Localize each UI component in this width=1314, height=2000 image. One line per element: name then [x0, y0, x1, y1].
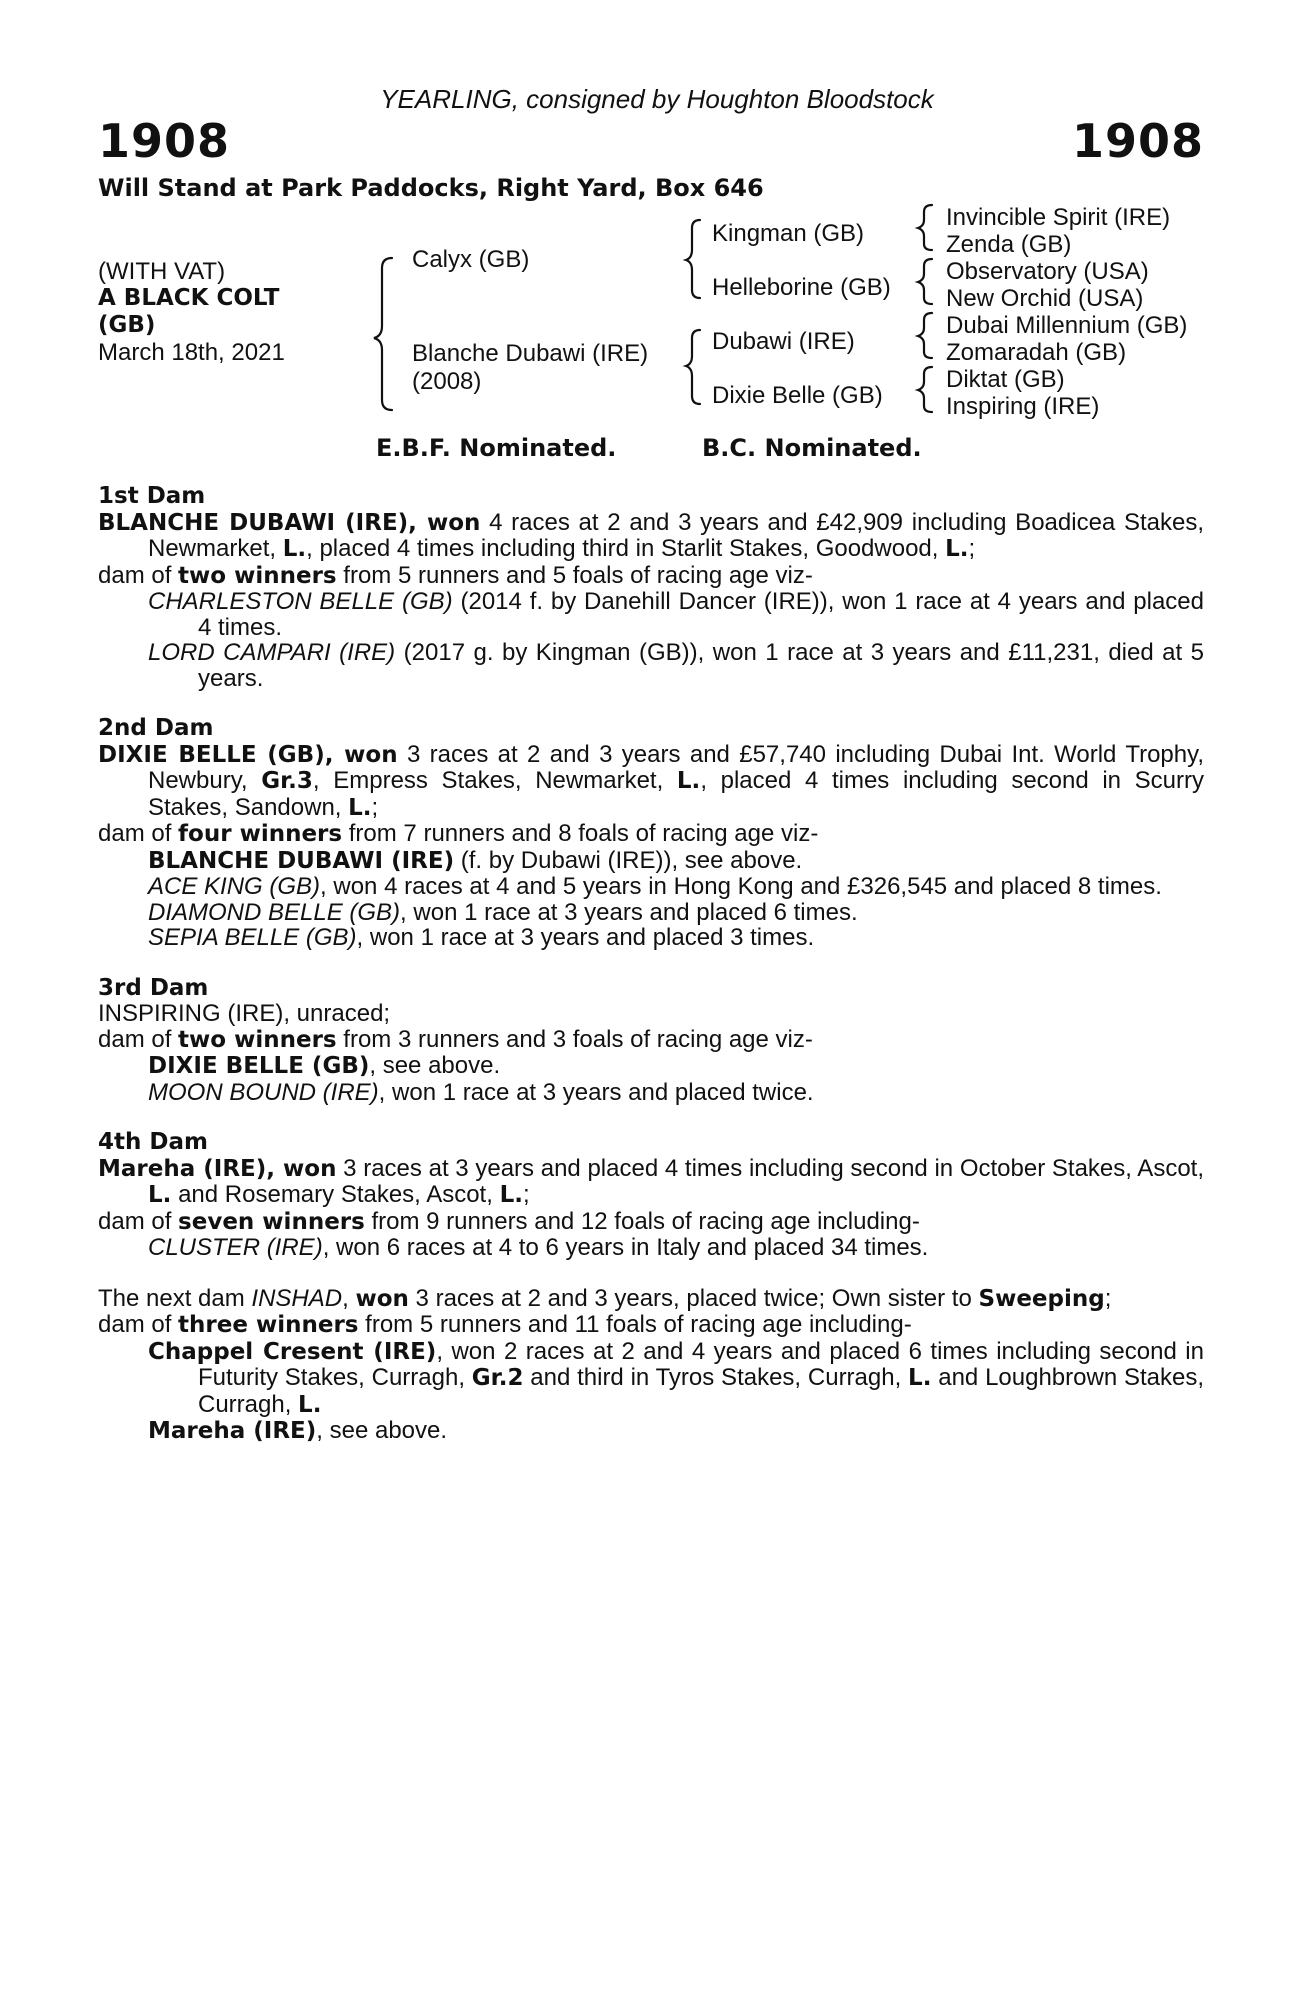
- dam-record: DIXIE BELLE (GB), won 3 races at 2 and 3 years and £57,740 including Dubai Int. World Trophy, Newbury, Gr.3, Empress Stakes, Newmarket, L., placed 4 times including second in Scurry Stakes, Sandown, L.;: [98, 740, 1205, 821]
- produce-entry: ACE KING (GB), won 4 races at 4 and 5 years in Hong Kong and £326,545 and placed 8 times.: [148, 873, 1162, 900]
- produce-entry: DIAMOND BELLE (GB), won 1 race at 3 years and placed 6 times.: [148, 898, 858, 926]
- produce-entry: CHARLESTON BELLE (GB) (2014 f. by Danehill Dancer (IRE)), won 1 race at 4 years and placed 4 times.: [148, 588, 1204, 641]
- horse-title: A BLACK COLT: [98, 285, 280, 311]
- next-dam-section: [98, 1286, 1204, 1445]
- dam-record: Mareha (IRE), won 3 races at 3 years and placed 4 times including second in October Stakes, Ascot, L. and Rosemary Stakes, Ascot, L.;: [98, 1154, 1204, 1208]
- catalogue-body: [98, 484, 1204, 1470]
- ebf-nomination: E.B.F. Nominated.: [376, 434, 617, 462]
- bracket-g12: [918, 205, 932, 250]
- dam-record: INSPIRING (IRE), unraced;: [98, 1000, 391, 1027]
- third-dam-section: [98, 976, 1204, 1106]
- dam-year: (2008): [412, 368, 482, 395]
- produce-entry: CLUSTER (IRE), won 6 races at 4 to 6 years in Italy and placed 34 times.: [148, 1234, 929, 1261]
- produce-summary: dam of two winners from 3 runners and 3 foals of racing age viz-: [98, 1025, 813, 1053]
- section-heading: 3rd Dam: [98, 974, 209, 1001]
- produce-summary: dam of two winners from 5 runners and 5 foals of racing age viz-: [98, 561, 813, 589]
- granddam-sire: Observatory (USA): [946, 258, 1149, 285]
- produce-summary: dam of four winners from 7 runners and 8 foals of racing age viz-: [98, 820, 819, 847]
- produce-entry: BLANCHE DUBAWI (IRE) (f. by Dubawi (IRE)), see above.: [148, 846, 803, 874]
- produce-summary: dam of seven winners from 9 runners and 12 foals of racing age including-: [98, 1207, 920, 1235]
- lot-number-right: 1908: [1071, 114, 1204, 168]
- first-dam-section: [98, 484, 1204, 691]
- horse-country: (GB): [98, 312, 156, 338]
- damdam-sire: Diktat (GB): [946, 366, 1065, 393]
- grandsire-sire: Invincible Spirit (IRE): [946, 204, 1171, 231]
- dam-dam: Dixie Belle (GB): [712, 382, 883, 409]
- bracket-dam: [686, 330, 700, 404]
- bracket-g56: [918, 313, 932, 358]
- dam-record: BLANCHE DUBAWI (IRE), won 4 races at 2 and 3 years and £42,909 including Boadicea Stakes, Newmarket, L., placed 4 times including third in Starlit Stakes, Goodwood, L.;: [98, 508, 1205, 562]
- produce-entry: DIXIE BELLE (GB), see above.: [148, 1052, 501, 1079]
- consignment-line: YEARLING, consigned by Houghton Bloodstock: [380, 84, 934, 114]
- bracket-sire: [686, 220, 700, 298]
- section-heading: 4th Dam: [98, 1129, 208, 1155]
- bracket-main: [374, 258, 392, 410]
- bracket-g78: [918, 367, 932, 412]
- sire-sire: Kingman (GB): [712, 220, 865, 247]
- section-heading: 2nd Dam: [98, 715, 214, 741]
- damdam-dam: Inspiring (IRE): [946, 393, 1100, 420]
- produce-summary: dam of three winners from 5 runners and 11 foals of racing age including-: [98, 1311, 912, 1338]
- dam-sire: Dubawi (IRE): [712, 328, 855, 355]
- lot-number-left: 1908: [98, 114, 231, 168]
- fourth-dam-section: [98, 1130, 1204, 1261]
- section-heading: 1st Dam: [98, 483, 206, 509]
- bc-nomination: B.C. Nominated.: [702, 434, 922, 462]
- foaling-date: March 18th, 2021: [98, 339, 285, 366]
- sire-dam: Helleborine (GB): [712, 274, 891, 301]
- second-dam-section: [98, 716, 1204, 951]
- dam: Blanche Dubawi (IRE): [412, 340, 649, 367]
- bracket-g34: [918, 259, 932, 304]
- grandsire-dam: Zenda (GB): [946, 231, 1072, 258]
- produce-entry: MOON BOUND (IRE), won 1 race at 3 years and placed twice.: [148, 1078, 814, 1106]
- produce-entry: Chappel Cresent (IRE), won 2 races at 2 and 4 years and placed 6 times including second in Futurity Stakes, Curragh, Gr.2 and third in Tyros Stakes, Curragh, L. and Loughbrown Stakes, Curragh, L.: [148, 1337, 1204, 1418]
- stand-location: Will Stand at Park Paddocks, Right Yard, Box 646: [98, 174, 764, 202]
- granddam-dam: New Orchid (USA): [946, 285, 1144, 312]
- sire: Calyx (GB): [412, 246, 530, 273]
- dam-record: The next dam INSHAD, won 3 races at 2 and 3 years, placed twice; Own sister to Sweeping;: [98, 1284, 1112, 1312]
- vat-note: (WITH VAT): [98, 258, 226, 285]
- produce-entry: SEPIA BELLE (GB), won 1 race at 3 years and placed 3 times.: [148, 924, 815, 951]
- damsire-sire: Dubai Millennium (GB): [946, 312, 1188, 339]
- produce-entry: Mareha (IRE), see above.: [148, 1417, 448, 1444]
- damsire-dam: Zomaradah (GB): [946, 339, 1127, 366]
- produce-entry: LORD CAMPARI (IRE) (2017 g. by Kingman (GB)), won 1 race at 3 years and £11,231, died at 5 years.: [148, 639, 1205, 692]
